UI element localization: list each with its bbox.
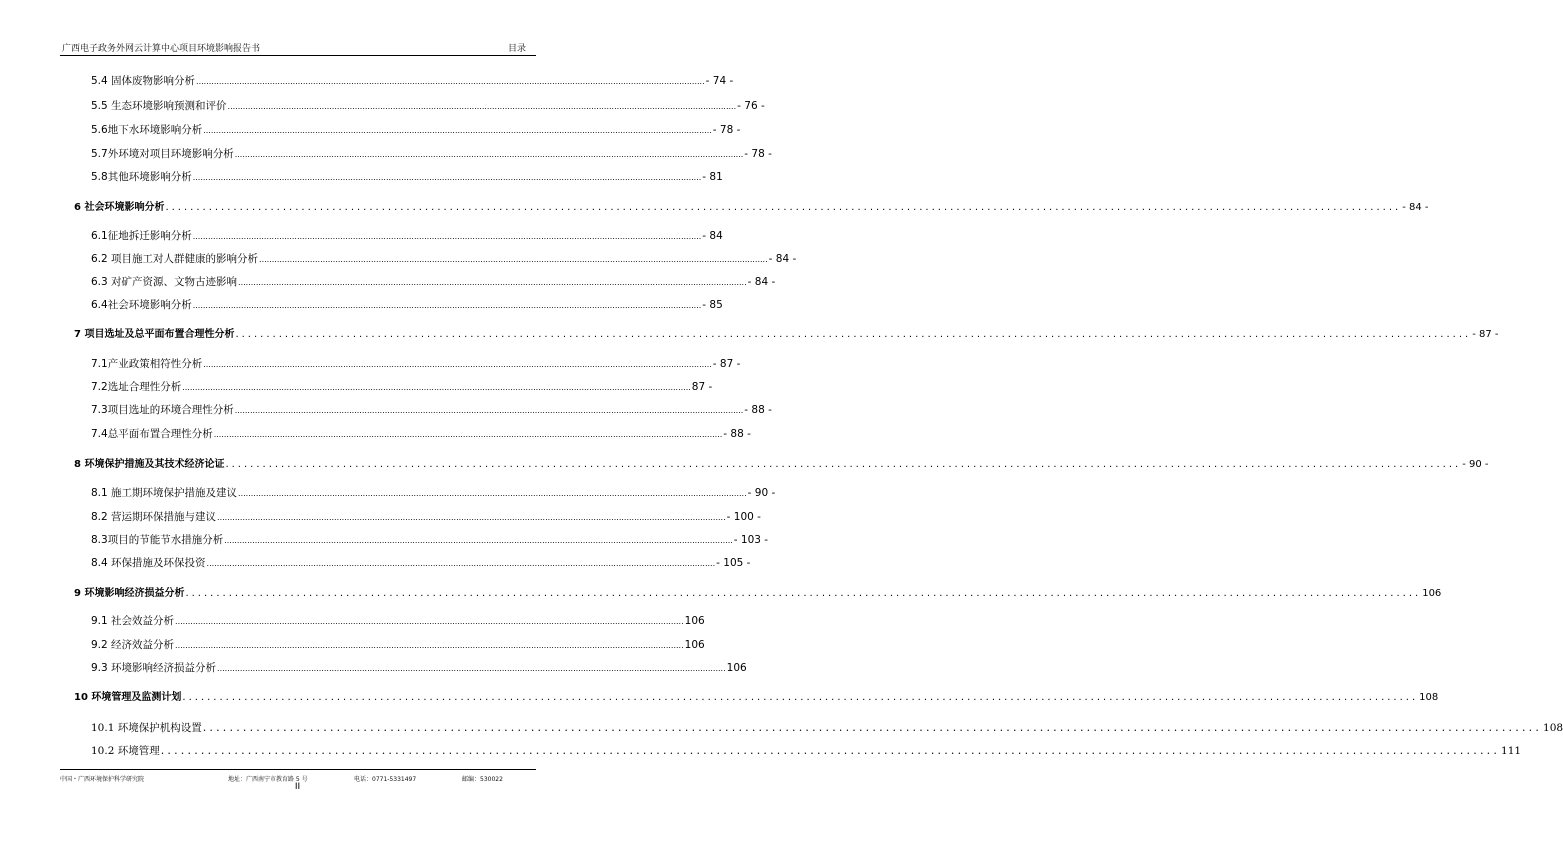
dot-leader: ........................................................................................................................................................................................................ bbox=[202, 721, 1543, 734]
toc-entry[interactable] bbox=[91, 147, 772, 162]
toc-entry-label: 6.2 项目施工对人群健康的影响分析 bbox=[91, 253, 259, 265]
footer-address: 地址：广西南宁市教育路 5 号 bbox=[228, 776, 308, 783]
toc-entry-page: 106 bbox=[684, 615, 705, 627]
footer-rule bbox=[60, 769, 536, 770]
toc-entry-page: - 100 - bbox=[726, 511, 761, 523]
dot-leader: ........................................................................................................................................................................................................ bbox=[185, 588, 1422, 599]
toc-entry[interactable] bbox=[91, 427, 751, 442]
toc-entry[interactable] bbox=[91, 275, 776, 290]
toc-entry-page: - 105 - bbox=[716, 557, 751, 569]
toc-entry-page: - 76 - bbox=[737, 100, 765, 112]
dot-leader: ........................................................................................................................................................................................................ bbox=[238, 278, 747, 287]
toc-entry-page: - 88 - bbox=[744, 404, 772, 416]
toc-entry[interactable] bbox=[91, 638, 705, 653]
toc-entry-label: 8.1 施工期环境保护措施及建议 bbox=[91, 487, 238, 499]
dot-leader: ........................................................................................................................................................................................................ bbox=[175, 617, 684, 626]
toc-entry-page: 87 - bbox=[691, 381, 713, 393]
toc-entry-page: - 81 bbox=[702, 171, 723, 183]
toc-entry-page: - 74 - bbox=[705, 75, 734, 87]
toc-entry-label: 7.1产业政策相符性分析 bbox=[91, 358, 203, 370]
page-number: II bbox=[294, 782, 301, 792]
dot-leader: ........................................................................................................................................................................................................ bbox=[217, 513, 726, 522]
toc-entry[interactable] bbox=[91, 486, 776, 501]
dot-leader: ........................................................................................................................................................................................................ bbox=[192, 232, 702, 241]
toc-entry-label: 8.2 营运期环保措施与建议 bbox=[91, 511, 217, 523]
toc-entry-label: 6 社会环境影响分析 bbox=[74, 202, 165, 213]
toc-entry-page: - 103 - bbox=[733, 534, 769, 546]
section-name: 目录 bbox=[508, 44, 527, 54]
toc-entry-label: 5.7外环境对项目环境影响分析 bbox=[91, 148, 234, 160]
toc-chapter[interactable] bbox=[74, 327, 1499, 342]
dot-leader: ........................................................................................................................................................................................................ bbox=[175, 641, 684, 650]
toc-chapter[interactable] bbox=[74, 457, 1489, 472]
toc-entry-page: 106 bbox=[726, 662, 747, 674]
toc-chapter[interactable] bbox=[74, 586, 1442, 601]
toc-entry[interactable] bbox=[91, 123, 741, 138]
dot-leader: ........................................................................................................................................................................................................ bbox=[217, 664, 726, 673]
toc-entry-page: 108 bbox=[1543, 722, 1563, 734]
dot-leader: ........................................................................................................................................................................................................ bbox=[203, 126, 712, 135]
dot-leader: ........................................................................................................................................................................................................ bbox=[224, 536, 733, 545]
toc-entry-label: 6.3 对矿产资源、文物古迹影响 bbox=[91, 276, 238, 288]
dot-leader: ........................................................................................................................................................................................................ bbox=[227, 102, 737, 111]
toc-chapter[interactable] bbox=[74, 690, 1439, 705]
toc-entry-label: 6.4社会环境影响分析 bbox=[91, 299, 192, 311]
dot-leader: ........................................................................................................................................................................................................ bbox=[259, 255, 768, 264]
toc-entry[interactable] bbox=[91, 403, 772, 418]
toc-chapter[interactable] bbox=[74, 200, 1429, 215]
toc-entry-page: - 85 bbox=[702, 299, 723, 311]
toc-entry[interactable] bbox=[91, 298, 723, 313]
toc-entry[interactable] bbox=[91, 661, 747, 676]
toc-entry-label: 7.3项目选址的环境合理性分析 bbox=[91, 404, 234, 416]
dot-leader: ........................................................................................................................................................................................................ bbox=[206, 559, 716, 568]
dot-leader: ........................................................................................................................................................................................................ bbox=[165, 202, 1402, 213]
toc-entry-label: 8 环境保护措施及其技术经济论证 bbox=[74, 459, 225, 470]
footer-postcode: 邮编：530022 bbox=[462, 776, 503, 783]
toc-entry-page: - 84 - bbox=[768, 253, 797, 265]
toc-entry-label: 5.8其他环境影响分析 bbox=[91, 171, 192, 183]
toc-entry-page: - 78 - bbox=[744, 148, 772, 160]
dot-leader: ........................................................................................................................................................................................................ bbox=[160, 744, 1501, 757]
toc-entry-label: 5.5 生态环境影响预测和评价 bbox=[91, 100, 227, 112]
toc-entry-page: - 84 - bbox=[747, 276, 776, 288]
toc-entry-label: 9.2 经济效益分析 bbox=[91, 639, 175, 651]
toc-entry-page: - 88 - bbox=[723, 428, 751, 440]
dot-leader: ........................................................................................................................................................................................................ bbox=[192, 173, 702, 182]
toc-entry-page: - 87 - bbox=[712, 358, 741, 370]
toc-entry[interactable] bbox=[91, 252, 797, 267]
toc-entry[interactable] bbox=[91, 510, 761, 525]
dot-leader: ........................................................................................................................................................................................................ bbox=[235, 329, 1472, 340]
dot-leader: ........................................................................................................................................................................................................ bbox=[234, 150, 744, 159]
toc-entry[interactable] bbox=[91, 533, 769, 548]
toc-entry[interactable] bbox=[91, 614, 705, 629]
toc-entry-page: 108 bbox=[1419, 692, 1439, 703]
toc-entry[interactable] bbox=[91, 720, 1563, 735]
toc-entry[interactable] bbox=[91, 743, 1522, 758]
footer-organization: 中国・广西环境保护科学研究院 bbox=[60, 776, 145, 783]
dot-leader: ........................................................................................................................................................................................................ bbox=[196, 77, 705, 86]
dot-leader: ........................................................................................................................................................................................................ bbox=[225, 459, 1462, 470]
toc-entry-label: 10.1 环境保护机构设置 bbox=[91, 722, 202, 734]
dot-leader: ........................................................................................................................................................................................................ bbox=[203, 360, 712, 369]
toc-entry-label: 10.2 环境管理 bbox=[91, 745, 160, 757]
toc-entry-label: 7.2选址合理性分析 bbox=[91, 381, 182, 393]
toc-entry[interactable] bbox=[91, 380, 713, 395]
toc-entry-label: 5.4 固体废物影响分析 bbox=[91, 75, 196, 87]
toc-entry-page: 106 bbox=[684, 639, 705, 651]
toc-entry-label: 9.3 环境影响经济损益分析 bbox=[91, 662, 217, 674]
toc-entry-page: - 84 bbox=[702, 230, 723, 242]
toc-entry-label: 5.6地下水环境影响分析 bbox=[91, 124, 203, 136]
toc-entry-page: 111 bbox=[1501, 745, 1522, 757]
toc-entry-page: - 90 - bbox=[1462, 459, 1489, 470]
toc-entry-label: 9.1 社会效益分析 bbox=[91, 615, 175, 627]
dot-leader: ........................................................................................................................................................................................................ bbox=[192, 301, 702, 310]
toc-entry[interactable] bbox=[91, 74, 734, 89]
dot-leader: ........................................................................................................................................................................................................ bbox=[182, 692, 1419, 703]
toc-entry-label: 10 环境管理及监测计划 bbox=[74, 692, 182, 703]
toc-entry-page: - 87 - bbox=[1472, 329, 1499, 340]
toc-entry-label: 7.4总平面布置合理性分析 bbox=[91, 428, 213, 440]
dot-leader: ........................................................................................................................................................................................................ bbox=[238, 489, 747, 498]
toc-entry-label: 8.4 环保措施及环保投资 bbox=[91, 557, 206, 569]
toc-entry-page: 106 bbox=[1422, 588, 1442, 599]
toc-entry-label: 9 环境影响经济损益分析 bbox=[74, 588, 185, 599]
toc-entry-page: - 78 - bbox=[712, 124, 741, 136]
toc-entry[interactable] bbox=[91, 357, 741, 372]
dot-leader: ........................................................................................................................................................................................................ bbox=[234, 406, 744, 415]
dot-leader: ........................................................................................................................................................................................................ bbox=[213, 430, 723, 439]
toc-entry-label: 7 项目选址及总平面布置合理性分析 bbox=[74, 329, 235, 340]
toc-entry-label: 8.3项目的节能节水措施分析 bbox=[91, 534, 224, 546]
toc-entry[interactable] bbox=[91, 170, 723, 185]
toc-entry[interactable] bbox=[91, 99, 765, 114]
toc-entry[interactable] bbox=[91, 229, 723, 244]
footer-phone: 电话：0771-5331497 bbox=[354, 776, 417, 783]
toc-entry-page: - 90 - bbox=[747, 487, 776, 499]
toc-entry[interactable] bbox=[91, 556, 751, 571]
toc-entry-label: 6.1征地拆迁影响分析 bbox=[91, 230, 192, 242]
report-title: 广西电子政务外网云计算中心项目环境影响报告书 bbox=[62, 44, 261, 54]
toc-entry-page: - 84 - bbox=[1402, 202, 1429, 213]
dot-leader: ........................................................................................................................................................................................................ bbox=[182, 383, 691, 392]
